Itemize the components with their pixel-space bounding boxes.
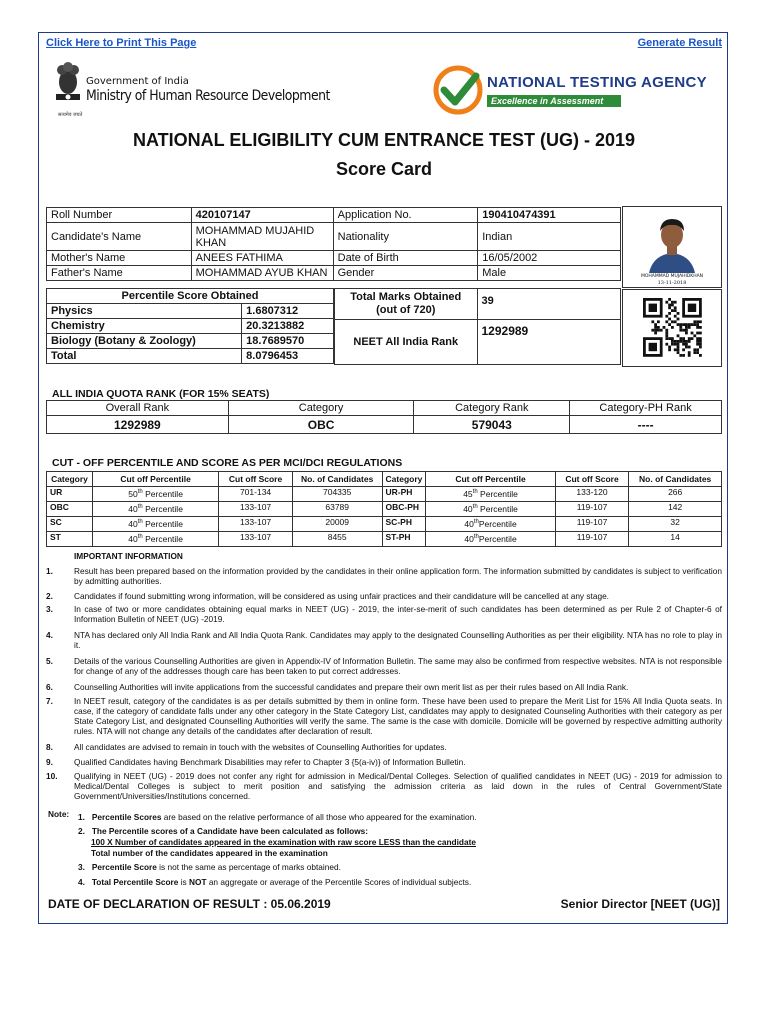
item-number: 8. bbox=[46, 742, 53, 752]
page-subtitle: Score Card bbox=[335, 159, 433, 179]
cutoff-percentile: 40th Percentile bbox=[92, 502, 218, 517]
marks-rank-table bbox=[334, 288, 621, 365]
note-2-numerator: 100 X Number of candidates appeared in the examination with raw score LESS than the candidate bbox=[91, 837, 476, 847]
item-text: In NEET result, category of the candidates is as per details submitted by them in online form. These have been used to prepare the Merit List for 15% All India Quota seats. In case, if the category of candidate falls under any other category in the State Category List, candidates may apply to designated Counseling Authorities with their category as per State Category List, and designated Counselling Authorities will verify the same. The same is the case with domicile. Domicile will be governed by respective admitting authority rules. NTA will not change any details of the candidates after declaration of result. bbox=[74, 696, 722, 736]
table-row bbox=[47, 223, 621, 251]
table-row bbox=[47, 532, 722, 547]
item-text: Qualifying in NEET (UG) - 2019 does not confer any right for admission in Medical/Dental Colleges. Selection of qualified candidates in NEET (UG) - 2019 for admission to Medical/Dental Colleges is subject to merit position and satisfying the admission criteria as laid down in the rules of Central Government/State Government/Universities/Institutions concerned. bbox=[74, 771, 722, 801]
cutoff-header: Cut off Score bbox=[219, 472, 293, 487]
quota-header: Category-PH Rank bbox=[570, 401, 722, 416]
app-label: Application No. bbox=[333, 208, 478, 223]
table-row bbox=[335, 289, 621, 320]
note-1-bold: Percentile Scores bbox=[91, 812, 162, 822]
nta-logo-icon bbox=[432, 64, 484, 116]
note-3-text: is not the same as percentage of marks obtained. bbox=[156, 862, 341, 872]
category-value: OBC bbox=[228, 416, 414, 434]
cutoff-percentile: 45th Percentile bbox=[426, 487, 555, 502]
table-row bbox=[47, 251, 621, 266]
table-row bbox=[47, 517, 722, 532]
app-value: 190410474391 bbox=[478, 208, 621, 223]
quota-header: Overall Rank bbox=[47, 401, 229, 416]
cutoff-percentile: 40th Percentile bbox=[92, 517, 218, 532]
table-row bbox=[47, 502, 722, 517]
cutoff-candidates: 32 bbox=[629, 517, 722, 532]
item-text: In case of two or more candidates obtaining equal marks in NEET (UG) - 2019, the inter-se-merit of such candidates has been determined as per Rule 2 of Chapter-6 of Information Bulletin of NEET (UG) -2019. bbox=[74, 604, 722, 624]
note-3: 3. Percentile Score is not the same as percentage of marks obtained. bbox=[78, 862, 341, 872]
cutoff-category: ST bbox=[47, 532, 93, 547]
cutoff-category: ST-PH bbox=[382, 532, 426, 547]
table-row bbox=[47, 472, 722, 487]
item-text: Qualified Candidates having Benchmark Disabilities may refer to Chapter 3 {5(a-iv)} of Information Bulletin. bbox=[74, 757, 466, 767]
subject-score: 20.3213882 bbox=[242, 319, 334, 334]
table-row bbox=[47, 401, 722, 416]
table-row bbox=[47, 289, 334, 304]
cutoff-category: SC bbox=[47, 517, 93, 532]
item-number: 4. bbox=[46, 630, 53, 640]
signatory: Senior Director [NEET (UG)] bbox=[560, 897, 720, 911]
govt-motto: सत्यमेव जयते bbox=[58, 112, 83, 118]
dob-value: 16/05/2002 bbox=[478, 251, 621, 266]
candidate-info-table bbox=[46, 207, 621, 281]
roll-label: Roll Number bbox=[47, 208, 192, 223]
subject-score: 8.0796453 bbox=[242, 349, 334, 364]
percentile-header: Percentile Score Obtained bbox=[47, 289, 334, 304]
item-number: 1. bbox=[46, 566, 53, 576]
cutoff-header: Cut off Score bbox=[555, 472, 629, 487]
note-4-bold1: Total Percentile Score bbox=[91, 877, 179, 887]
photo-caption-name: MOHAMMAD MUJAHIDKHAN bbox=[640, 274, 704, 279]
cutoff-score: 701-134 bbox=[219, 487, 293, 502]
print-page-link[interactable]: Click Here to Print This Page bbox=[46, 37, 197, 49]
nta-logo-block bbox=[432, 62, 722, 118]
total-marks-label: Total Marks Obtained (out of 720) bbox=[335, 289, 478, 320]
subject-score: 18.7689570 bbox=[242, 334, 334, 349]
item-number: 6. bbox=[46, 682, 53, 692]
cutoff-candidates: 8455 bbox=[292, 532, 382, 547]
item-text: Counselling Authorities will invite applications from the successful candidates and prepare their own merit list as per their rules based on All India Rank. bbox=[74, 682, 629, 692]
air-value: 1292989 bbox=[477, 320, 621, 365]
cutoff-percentile: 40th Percentile bbox=[92, 532, 218, 547]
category-rank: 579043 bbox=[414, 416, 570, 434]
note-1: 1. Percentile Scores are based on the relative performance of all those who appeared for the examination. bbox=[78, 812, 477, 822]
quota-table bbox=[46, 400, 722, 434]
nat-label: Nationality bbox=[333, 223, 478, 251]
mother-value: ANEES FATHIMA bbox=[191, 251, 333, 266]
note-2-denominator: Total number of the candidates appeared in the examination bbox=[91, 848, 328, 858]
cutoff-title: CUT - OFF PERCENTILE AND SCORE AS PER MCI/DCI REGULATIONS bbox=[52, 457, 403, 469]
note-4-bold2: NOT bbox=[189, 877, 207, 887]
cutoff-score: 119-107 bbox=[555, 502, 629, 517]
item-number: 9. bbox=[46, 757, 53, 767]
cutoff-score: 133-107 bbox=[219, 502, 293, 517]
photo-caption-date: 13-11-2018 bbox=[657, 280, 687, 286]
cutoff-category: OBC-PH bbox=[382, 502, 426, 517]
cutoff-percentile: 50th Percentile bbox=[92, 487, 218, 502]
cutoff-score: 119-107 bbox=[555, 517, 629, 532]
quota-title: ALL INDIA QUOTA RANK (FOR 15% SEATS) bbox=[52, 388, 270, 400]
total-marks-value: 39 bbox=[477, 289, 621, 320]
table-row bbox=[47, 416, 722, 434]
quota-header: Category bbox=[228, 401, 414, 416]
cutoff-score: 119-107 bbox=[555, 532, 629, 547]
note-label: Note: bbox=[48, 809, 70, 819]
item-text: Result has been prepared based on the information provided by the candidates in their online application form. The information submitted by candidates is subject to verification by admitting authorities. bbox=[74, 566, 722, 586]
govt-line1: Government of India bbox=[86, 76, 189, 87]
subject-name: Physics bbox=[47, 304, 242, 319]
national-emblem-icon bbox=[52, 58, 84, 110]
cutoff-candidates: 63789 bbox=[292, 502, 382, 517]
subject-name: Chemistry bbox=[47, 319, 242, 334]
subject-name: Total bbox=[47, 349, 242, 364]
govt-line2: Ministry of Human Resource Development bbox=[86, 88, 330, 104]
cutoff-score: 133-107 bbox=[219, 517, 293, 532]
note-3-bold: Percentile Score bbox=[91, 862, 157, 872]
gender-value: Male bbox=[478, 266, 621, 281]
cutoff-percentile: 40th Percentile bbox=[426, 502, 555, 517]
cutoff-header: No. of Candidates bbox=[629, 472, 722, 487]
subject-score: 1.6807312 bbox=[242, 304, 334, 319]
qr-code-icon bbox=[623, 290, 721, 366]
gender-label: Gender bbox=[333, 266, 478, 281]
nta-name: NATIONAL TESTING AGENCY bbox=[487, 74, 707, 91]
cutoff-candidates: 704335 bbox=[292, 487, 382, 502]
table-row bbox=[47, 304, 334, 319]
cutoff-header: Category bbox=[382, 472, 426, 487]
cutoff-header: Category bbox=[47, 472, 93, 487]
father-label: Father's Name bbox=[47, 266, 192, 281]
generate-result-link[interactable]: Generate Result bbox=[637, 37, 722, 49]
item-number: 10. bbox=[46, 771, 58, 781]
dob-label: Date of Birth bbox=[333, 251, 478, 266]
item-text: Details of the various Counselling Authorities are given in Appendix-IV of Information Bulletin. The same may also be confirmed from respective websites. NTA is not responsible for change of any of the addresses though care has been taken to put correct addresses. bbox=[74, 656, 722, 676]
cutoff-category: SC-PH bbox=[382, 517, 426, 532]
mother-label: Mother's Name bbox=[47, 251, 192, 266]
item-number: 2. bbox=[46, 591, 53, 601]
note-2-text: The Percentile scores of a Candidate have been calculated as follows: bbox=[91, 826, 369, 836]
quota-header: Category Rank bbox=[414, 401, 570, 416]
subject-name: Biology (Botany & Zoology) bbox=[47, 334, 242, 349]
item-number: 7. bbox=[46, 696, 53, 706]
table-row bbox=[47, 349, 334, 364]
table-row bbox=[47, 266, 621, 281]
name-label: Candidate's Name bbox=[47, 223, 192, 251]
note-4-text: an aggregate or average of the Percentile Scores of individual subjects. bbox=[206, 877, 472, 887]
cutoff-percentile: 40thPercentile bbox=[426, 517, 555, 532]
roll-value: 420107147 bbox=[191, 208, 333, 223]
air-label: NEET All India Rank bbox=[335, 320, 478, 365]
declaration-date: DATE OF DECLARATION OF RESULT : 05.06.2019 bbox=[48, 897, 331, 911]
item-text: NTA has declared only All India Rank and All India Quota Rank. Candidates may apply to the designated Counselling Authorities as per their eligibility. NTA has no role to play in it. bbox=[74, 630, 722, 650]
govt-logo-block bbox=[52, 58, 330, 120]
item-number: 3. bbox=[46, 604, 53, 614]
cutoff-category: UR-PH bbox=[382, 487, 426, 502]
percentile-table bbox=[46, 288, 334, 364]
name-value: MOHAMMAD MUJAHID KHAN bbox=[191, 223, 333, 251]
cutoff-header: Cut off Percentile bbox=[426, 472, 555, 487]
nat-value: Indian bbox=[478, 223, 621, 251]
cutoff-category: UR bbox=[47, 487, 93, 502]
item-text: All candidates are advised to remain in touch with the websites of Counselling Authorities for updates. bbox=[74, 742, 447, 752]
important-title: IMPORTANT INFORMATION bbox=[74, 551, 183, 561]
note-4: 4. Total Percentile Score is NOT an aggregate or average of the Percentile Scores of individual subjects. bbox=[78, 877, 472, 887]
nta-tagline: Excellence in Assessment bbox=[487, 95, 621, 107]
cutoff-table bbox=[46, 471, 722, 547]
table-row bbox=[47, 319, 334, 334]
cutoff-score: 133-107 bbox=[219, 532, 293, 547]
note-4-mid: is bbox=[178, 877, 189, 887]
overall-rank: 1292989 bbox=[47, 416, 229, 434]
cutoff-candidates: 20009 bbox=[292, 517, 382, 532]
cutoff-percentile: 40thPercentile bbox=[426, 532, 555, 547]
cutoff-candidates: 14 bbox=[629, 532, 722, 547]
category-ph-rank: ---- bbox=[570, 416, 722, 434]
father-value: MOHAMMAD AYUB KHAN bbox=[191, 266, 333, 281]
table-row bbox=[47, 334, 334, 349]
cutoff-candidates: 266 bbox=[629, 487, 722, 502]
cutoff-candidates: 142 bbox=[629, 502, 722, 517]
cutoff-score: 133-120 bbox=[555, 487, 629, 502]
note-1-text: are based on the relative performance of all those who appeared for the examination. bbox=[161, 812, 477, 822]
item-number: 5. bbox=[46, 656, 53, 666]
note-2: 2. The Percentile scores of a Candidate have been calculated as follows: bbox=[78, 826, 369, 836]
page-title: NATIONAL ELIGIBILITY CUM ENTRANCE TEST (UG) - 2019 bbox=[132, 130, 636, 150]
table-row bbox=[335, 320, 621, 365]
cutoff-category: OBC bbox=[47, 502, 93, 517]
candidate-photo bbox=[622, 206, 722, 288]
table-row bbox=[47, 208, 621, 223]
item-text: Candidates if found submitting wrong information, will be considered as using unfair practices and their candidature will be cancelled at any stage. bbox=[74, 591, 609, 601]
cutoff-header: No. of Candidates bbox=[292, 472, 382, 487]
qr-code bbox=[622, 289, 722, 367]
cutoff-header: Cut off Percentile bbox=[92, 472, 218, 487]
table-row bbox=[47, 487, 722, 502]
